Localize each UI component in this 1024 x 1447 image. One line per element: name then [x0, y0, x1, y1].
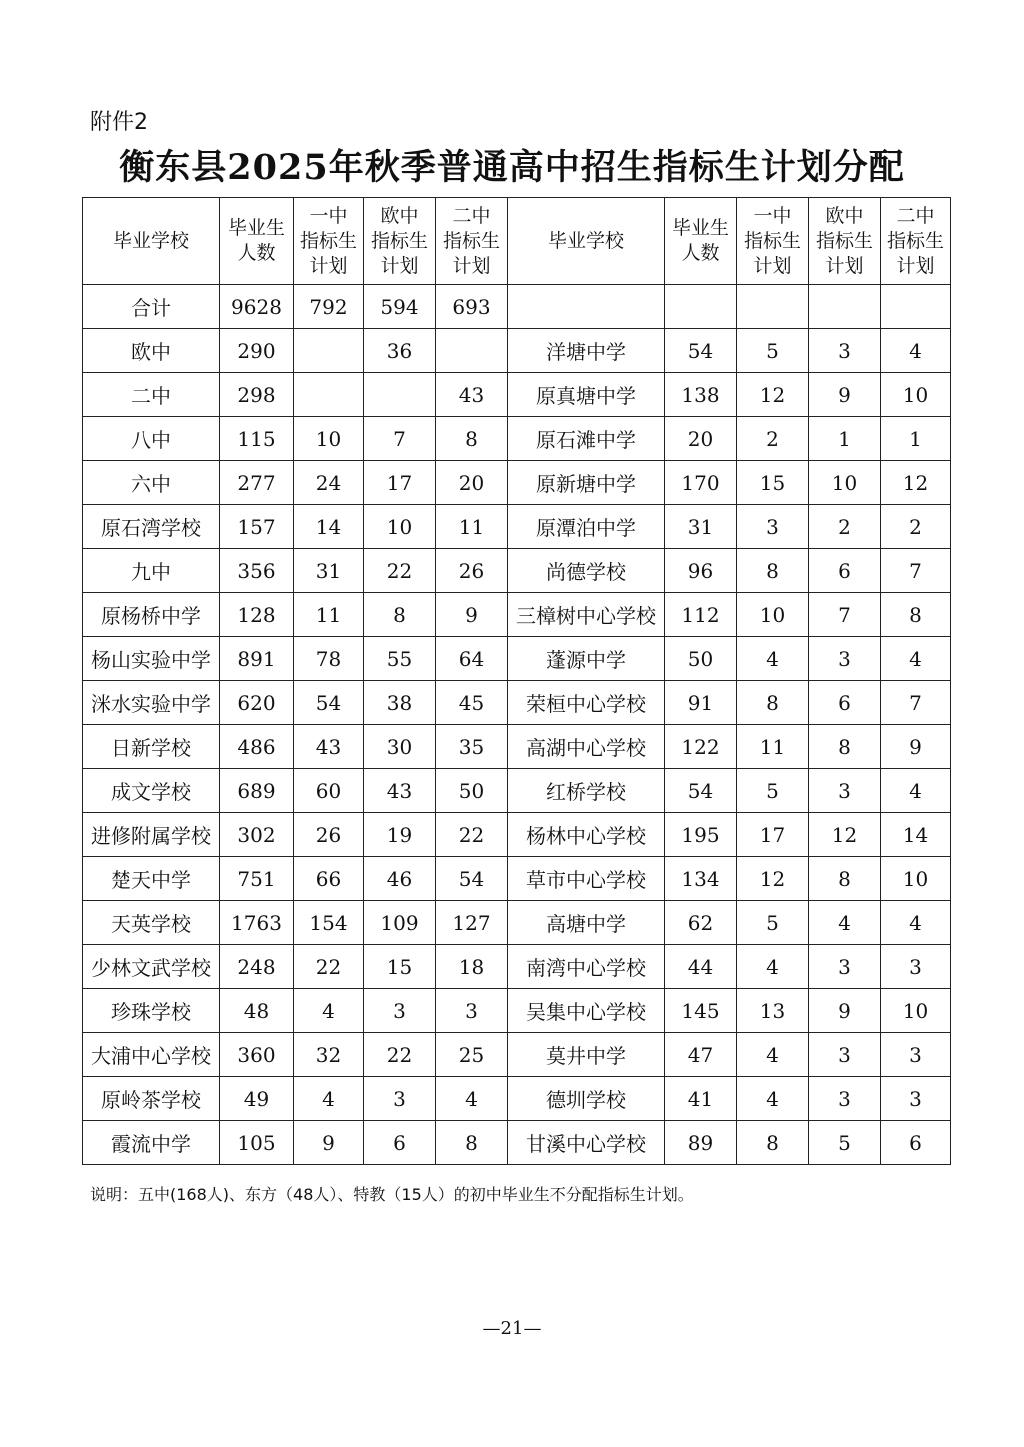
- left-school-name: 日新学校: [83, 725, 220, 769]
- right-ouzhong-quota: 8: [809, 857, 881, 901]
- header-ouzhong: 欧中 指标生 计划: [809, 198, 881, 285]
- table-row: [83, 1077, 951, 1121]
- table-row: [83, 549, 951, 593]
- left-graduates: 689: [220, 769, 294, 813]
- left-yizhong-quota: 792: [294, 285, 364, 329]
- table-row: [83, 637, 951, 681]
- left-school-name: 楚天中学: [83, 857, 220, 901]
- footnote: 说明：五中(168人)、东方（48人）、特教（15人）的初中毕业生不分配指标生计划。: [90, 1185, 694, 1204]
- right-graduates: 145: [665, 989, 737, 1033]
- table-row: [83, 901, 951, 945]
- table-row: [83, 945, 951, 989]
- header-row: [83, 198, 951, 285]
- right-yizhong-quota: 3: [737, 505, 809, 549]
- right-yizhong-quota: 17: [737, 813, 809, 857]
- right-ouzhong-quota: 6: [809, 681, 881, 725]
- left-yizhong-quota: [294, 373, 364, 417]
- right-graduates: 91: [665, 681, 737, 725]
- page-number: —21—: [482, 1318, 542, 1339]
- left-graduates: 49: [220, 1077, 294, 1121]
- right-ouzhong-quota: 3: [809, 945, 881, 989]
- right-erzhong-quota: 10: [881, 989, 951, 1033]
- header-ouzhong: 欧中 指标生 计划: [364, 198, 436, 285]
- right-graduates: 195: [665, 813, 737, 857]
- left-yizhong-quota: 43: [294, 725, 364, 769]
- right-ouzhong-quota: 3: [809, 769, 881, 813]
- table-row: [83, 505, 951, 549]
- quota-table: [82, 197, 951, 1165]
- header-graduates: 毕业生 人数: [220, 198, 294, 285]
- right-erzhong-quota: 4: [881, 329, 951, 373]
- right-yizhong-quota: 5: [737, 769, 809, 813]
- right-erzhong-quota: 8: [881, 593, 951, 637]
- table-row: [83, 285, 951, 329]
- left-erzhong-quota: 693: [436, 285, 508, 329]
- right-school-name: 三樟树中心学校: [508, 593, 665, 637]
- left-school-name: 天英学校: [83, 901, 220, 945]
- left-ouzhong-quota: 10: [364, 505, 436, 549]
- left-school-name: 原杨桥中学: [83, 593, 220, 637]
- right-erzhong-quota: 10: [881, 373, 951, 417]
- right-erzhong-quota: 12: [881, 461, 951, 505]
- left-erzhong-quota: 64: [436, 637, 508, 681]
- left-yizhong-quota: 4: [294, 989, 364, 1033]
- table-row: [83, 769, 951, 813]
- right-school-name: 甘溪中心学校: [508, 1121, 665, 1165]
- right-erzhong-quota: 6: [881, 1121, 951, 1165]
- left-yizhong-quota: 24: [294, 461, 364, 505]
- right-graduates: 89: [665, 1121, 737, 1165]
- left-school-name: 少林文武学校: [83, 945, 220, 989]
- left-yizhong-quota: 11: [294, 593, 364, 637]
- table-row: [83, 373, 951, 417]
- left-graduates: 486: [220, 725, 294, 769]
- right-ouzhong-quota: 3: [809, 329, 881, 373]
- left-ouzhong-quota: 15: [364, 945, 436, 989]
- left-ouzhong-quota: 8: [364, 593, 436, 637]
- right-yizhong-quota: 12: [737, 857, 809, 901]
- left-graduates: 290: [220, 329, 294, 373]
- table-row: [83, 989, 951, 1033]
- table-row: [83, 1033, 951, 1077]
- table-row: [83, 593, 951, 637]
- left-ouzhong-quota: 6: [364, 1121, 436, 1165]
- right-yizhong-quota: 4: [737, 637, 809, 681]
- right-school-name: 红桥学校: [508, 769, 665, 813]
- right-school-name: 莫井中学: [508, 1033, 665, 1077]
- left-erzhong-quota: 18: [436, 945, 508, 989]
- header-yizhong: 一中 指标生 计划: [737, 198, 809, 285]
- left-erzhong-quota: 4: [436, 1077, 508, 1121]
- right-school-name: 德圳学校: [508, 1077, 665, 1121]
- left-erzhong-quota: 50: [436, 769, 508, 813]
- left-ouzhong-quota: 3: [364, 1077, 436, 1121]
- left-ouzhong-quota: 594: [364, 285, 436, 329]
- right-graduates: 138: [665, 373, 737, 417]
- left-yizhong-quota: [294, 329, 364, 373]
- left-graduates: 115: [220, 417, 294, 461]
- document-title: 衡东县2025年秋季普通高中招生指标生计划分配: [119, 147, 905, 188]
- right-graduates: 112: [665, 593, 737, 637]
- right-erzhong-quota: 2: [881, 505, 951, 549]
- left-graduates: 128: [220, 593, 294, 637]
- left-school-name: 合计: [83, 285, 220, 329]
- left-ouzhong-quota: 30: [364, 725, 436, 769]
- left-erzhong-quota: 35: [436, 725, 508, 769]
- right-school-name: 草市中心学校: [508, 857, 665, 901]
- left-yizhong-quota: 22: [294, 945, 364, 989]
- right-graduates: 54: [665, 329, 737, 373]
- right-ouzhong-quota: 3: [809, 1033, 881, 1077]
- left-school-name: 八中: [83, 417, 220, 461]
- right-ouzhong-quota: 8: [809, 725, 881, 769]
- right-graduates: 31: [665, 505, 737, 549]
- right-ouzhong-quota: 9: [809, 989, 881, 1033]
- right-school-name: 原真塘中学: [508, 373, 665, 417]
- left-graduates: 356: [220, 549, 294, 593]
- right-yizhong-quota: 4: [737, 1033, 809, 1077]
- right-graduates: 62: [665, 901, 737, 945]
- right-school-name: 杨林中心学校: [508, 813, 665, 857]
- right-ouzhong-quota: 4: [809, 901, 881, 945]
- right-school-name: 蓬源中学: [508, 637, 665, 681]
- left-ouzhong-quota: 19: [364, 813, 436, 857]
- left-erzhong-quota: 22: [436, 813, 508, 857]
- right-yizhong-quota: 8: [737, 681, 809, 725]
- right-graduates: 20: [665, 417, 737, 461]
- left-school-name: 洣水实验中学: [83, 681, 220, 725]
- left-graduates: 277: [220, 461, 294, 505]
- right-erzhong-quota: 4: [881, 637, 951, 681]
- left-erzhong-quota: 8: [436, 1121, 508, 1165]
- left-erzhong-quota: 127: [436, 901, 508, 945]
- right-yizhong-quota: 10: [737, 593, 809, 637]
- right-erzhong-quota: 1: [881, 417, 951, 461]
- left-yizhong-quota: 78: [294, 637, 364, 681]
- left-ouzhong-quota: 36: [364, 329, 436, 373]
- right-yizhong-quota: 2: [737, 417, 809, 461]
- right-school-name: 荣桓中心学校: [508, 681, 665, 725]
- left-yizhong-quota: 54: [294, 681, 364, 725]
- table-row: [83, 857, 951, 901]
- header-school: 毕业学校: [83, 198, 220, 285]
- right-graduates: [665, 285, 737, 329]
- right-graduates: 44: [665, 945, 737, 989]
- right-erzhong-quota: 3: [881, 945, 951, 989]
- right-ouzhong-quota: 3: [809, 1077, 881, 1121]
- left-yizhong-quota: 66: [294, 857, 364, 901]
- left-graduates: 620: [220, 681, 294, 725]
- right-yizhong-quota: 5: [737, 329, 809, 373]
- left-school-name: 九中: [83, 549, 220, 593]
- table-row: [83, 329, 951, 373]
- left-graduates: 1763: [220, 901, 294, 945]
- left-yizhong-quota: 60: [294, 769, 364, 813]
- right-ouzhong-quota: 10: [809, 461, 881, 505]
- left-school-name: 欧中: [83, 329, 220, 373]
- right-yizhong-quota: 8: [737, 1121, 809, 1165]
- left-yizhong-quota: 14: [294, 505, 364, 549]
- right-ouzhong-quota: 9: [809, 373, 881, 417]
- right-school-name: 高湖中心学校: [508, 725, 665, 769]
- left-erzhong-quota: 3: [436, 989, 508, 1033]
- right-school-name: 南湾中心学校: [508, 945, 665, 989]
- left-graduates: 302: [220, 813, 294, 857]
- left-graduates: 298: [220, 373, 294, 417]
- left-yizhong-quota: 31: [294, 549, 364, 593]
- right-ouzhong-quota: 12: [809, 813, 881, 857]
- left-erzhong-quota: 25: [436, 1033, 508, 1077]
- table-row: [83, 813, 951, 857]
- right-graduates: 134: [665, 857, 737, 901]
- left-erzhong-quota: 54: [436, 857, 508, 901]
- table-row: [83, 725, 951, 769]
- right-graduates: 47: [665, 1033, 737, 1077]
- right-ouzhong-quota: 1: [809, 417, 881, 461]
- right-ouzhong-quota: [809, 285, 881, 329]
- right-erzhong-quota: 4: [881, 769, 951, 813]
- left-graduates: 751: [220, 857, 294, 901]
- right-ouzhong-quota: 2: [809, 505, 881, 549]
- right-school-name: 吴集中心学校: [508, 989, 665, 1033]
- left-erzhong-quota: [436, 329, 508, 373]
- right-erzhong-quota: 14: [881, 813, 951, 857]
- right-erzhong-quota: [881, 285, 951, 329]
- left-erzhong-quota: 26: [436, 549, 508, 593]
- left-school-name: 二中: [83, 373, 220, 417]
- left-school-name: 成文学校: [83, 769, 220, 813]
- header-yizhong: 一中 指标生 计划: [294, 198, 364, 285]
- left-school-name: 进修附属学校: [83, 813, 220, 857]
- left-ouzhong-quota: 22: [364, 549, 436, 593]
- right-ouzhong-quota: 7: [809, 593, 881, 637]
- left-graduates: 9628: [220, 285, 294, 329]
- right-yizhong-quota: 4: [737, 945, 809, 989]
- header-graduates: 毕业生 人数: [665, 198, 737, 285]
- right-yizhong-quota: 5: [737, 901, 809, 945]
- left-ouzhong-quota: 17: [364, 461, 436, 505]
- right-erzhong-quota: 3: [881, 1033, 951, 1077]
- right-yizhong-quota: 11: [737, 725, 809, 769]
- attachment-label: 附件2: [90, 110, 148, 135]
- table-row: [83, 461, 951, 505]
- left-erzhong-quota: 20: [436, 461, 508, 505]
- table-row: [83, 681, 951, 725]
- left-yizhong-quota: 9: [294, 1121, 364, 1165]
- left-graduates: 48: [220, 989, 294, 1033]
- right-graduates: 41: [665, 1077, 737, 1121]
- left-yizhong-quota: 26: [294, 813, 364, 857]
- right-graduates: 96: [665, 549, 737, 593]
- left-yizhong-quota: 32: [294, 1033, 364, 1077]
- right-erzhong-quota: 3: [881, 1077, 951, 1121]
- left-ouzhong-quota: 109: [364, 901, 436, 945]
- right-graduates: 122: [665, 725, 737, 769]
- right-school-name: 洋塘中学: [508, 329, 665, 373]
- left-school-name: 霞流中学: [83, 1121, 220, 1165]
- right-school-name: [508, 285, 665, 329]
- right-yizhong-quota: 15: [737, 461, 809, 505]
- right-school-name: 高塘中学: [508, 901, 665, 945]
- right-school-name: 尚德学校: [508, 549, 665, 593]
- right-graduates: 50: [665, 637, 737, 681]
- left-school-name: 原石湾学校: [83, 505, 220, 549]
- header-erzhong: 二中 指标生 计划: [881, 198, 951, 285]
- left-erzhong-quota: 11: [436, 505, 508, 549]
- left-yizhong-quota: 4: [294, 1077, 364, 1121]
- right-yizhong-quota: [737, 285, 809, 329]
- left-school-name: 原岭茶学校: [83, 1077, 220, 1121]
- left-ouzhong-quota: 46: [364, 857, 436, 901]
- left-graduates: 248: [220, 945, 294, 989]
- right-ouzhong-quota: 5: [809, 1121, 881, 1165]
- left-graduates: 105: [220, 1121, 294, 1165]
- left-graduates: 157: [220, 505, 294, 549]
- left-ouzhong-quota: 38: [364, 681, 436, 725]
- left-ouzhong-quota: 3: [364, 989, 436, 1033]
- left-school-name: 珍珠学校: [83, 989, 220, 1033]
- right-erzhong-quota: 10: [881, 857, 951, 901]
- left-ouzhong-quota: 55: [364, 637, 436, 681]
- right-school-name: 原潭泊中学: [508, 505, 665, 549]
- right-school-name: 原新塘中学: [508, 461, 665, 505]
- left-erzhong-quota: 43: [436, 373, 508, 417]
- header-erzhong: 二中 指标生 计划: [436, 198, 508, 285]
- right-erzhong-quota: 4: [881, 901, 951, 945]
- right-ouzhong-quota: 6: [809, 549, 881, 593]
- table-row: [83, 417, 951, 461]
- right-graduates: 54: [665, 769, 737, 813]
- right-school-name: 原石滩中学: [508, 417, 665, 461]
- left-school-name: 大浦中心学校: [83, 1033, 220, 1077]
- table-row: [83, 1121, 951, 1165]
- right-yizhong-quota: 8: [737, 549, 809, 593]
- left-school-name: 杨山实验中学: [83, 637, 220, 681]
- left-ouzhong-quota: 43: [364, 769, 436, 813]
- right-graduates: 170: [665, 461, 737, 505]
- left-erzhong-quota: 45: [436, 681, 508, 725]
- table-body: [83, 285, 951, 1165]
- right-yizhong-quota: 13: [737, 989, 809, 1033]
- left-school-name: 六中: [83, 461, 220, 505]
- left-erzhong-quota: 8: [436, 417, 508, 461]
- header-school: 毕业学校: [508, 198, 665, 285]
- left-yizhong-quota: 10: [294, 417, 364, 461]
- right-yizhong-quota: 12: [737, 373, 809, 417]
- left-graduates: 891: [220, 637, 294, 681]
- left-ouzhong-quota: [364, 373, 436, 417]
- left-ouzhong-quota: 7: [364, 417, 436, 461]
- left-ouzhong-quota: 22: [364, 1033, 436, 1077]
- left-erzhong-quota: 9: [436, 593, 508, 637]
- left-yizhong-quota: 154: [294, 901, 364, 945]
- left-graduates: 360: [220, 1033, 294, 1077]
- right-erzhong-quota: 7: [881, 681, 951, 725]
- right-ouzhong-quota: 3: [809, 637, 881, 681]
- right-yizhong-quota: 4: [737, 1077, 809, 1121]
- right-erzhong-quota: 9: [881, 725, 951, 769]
- right-erzhong-quota: 7: [881, 549, 951, 593]
